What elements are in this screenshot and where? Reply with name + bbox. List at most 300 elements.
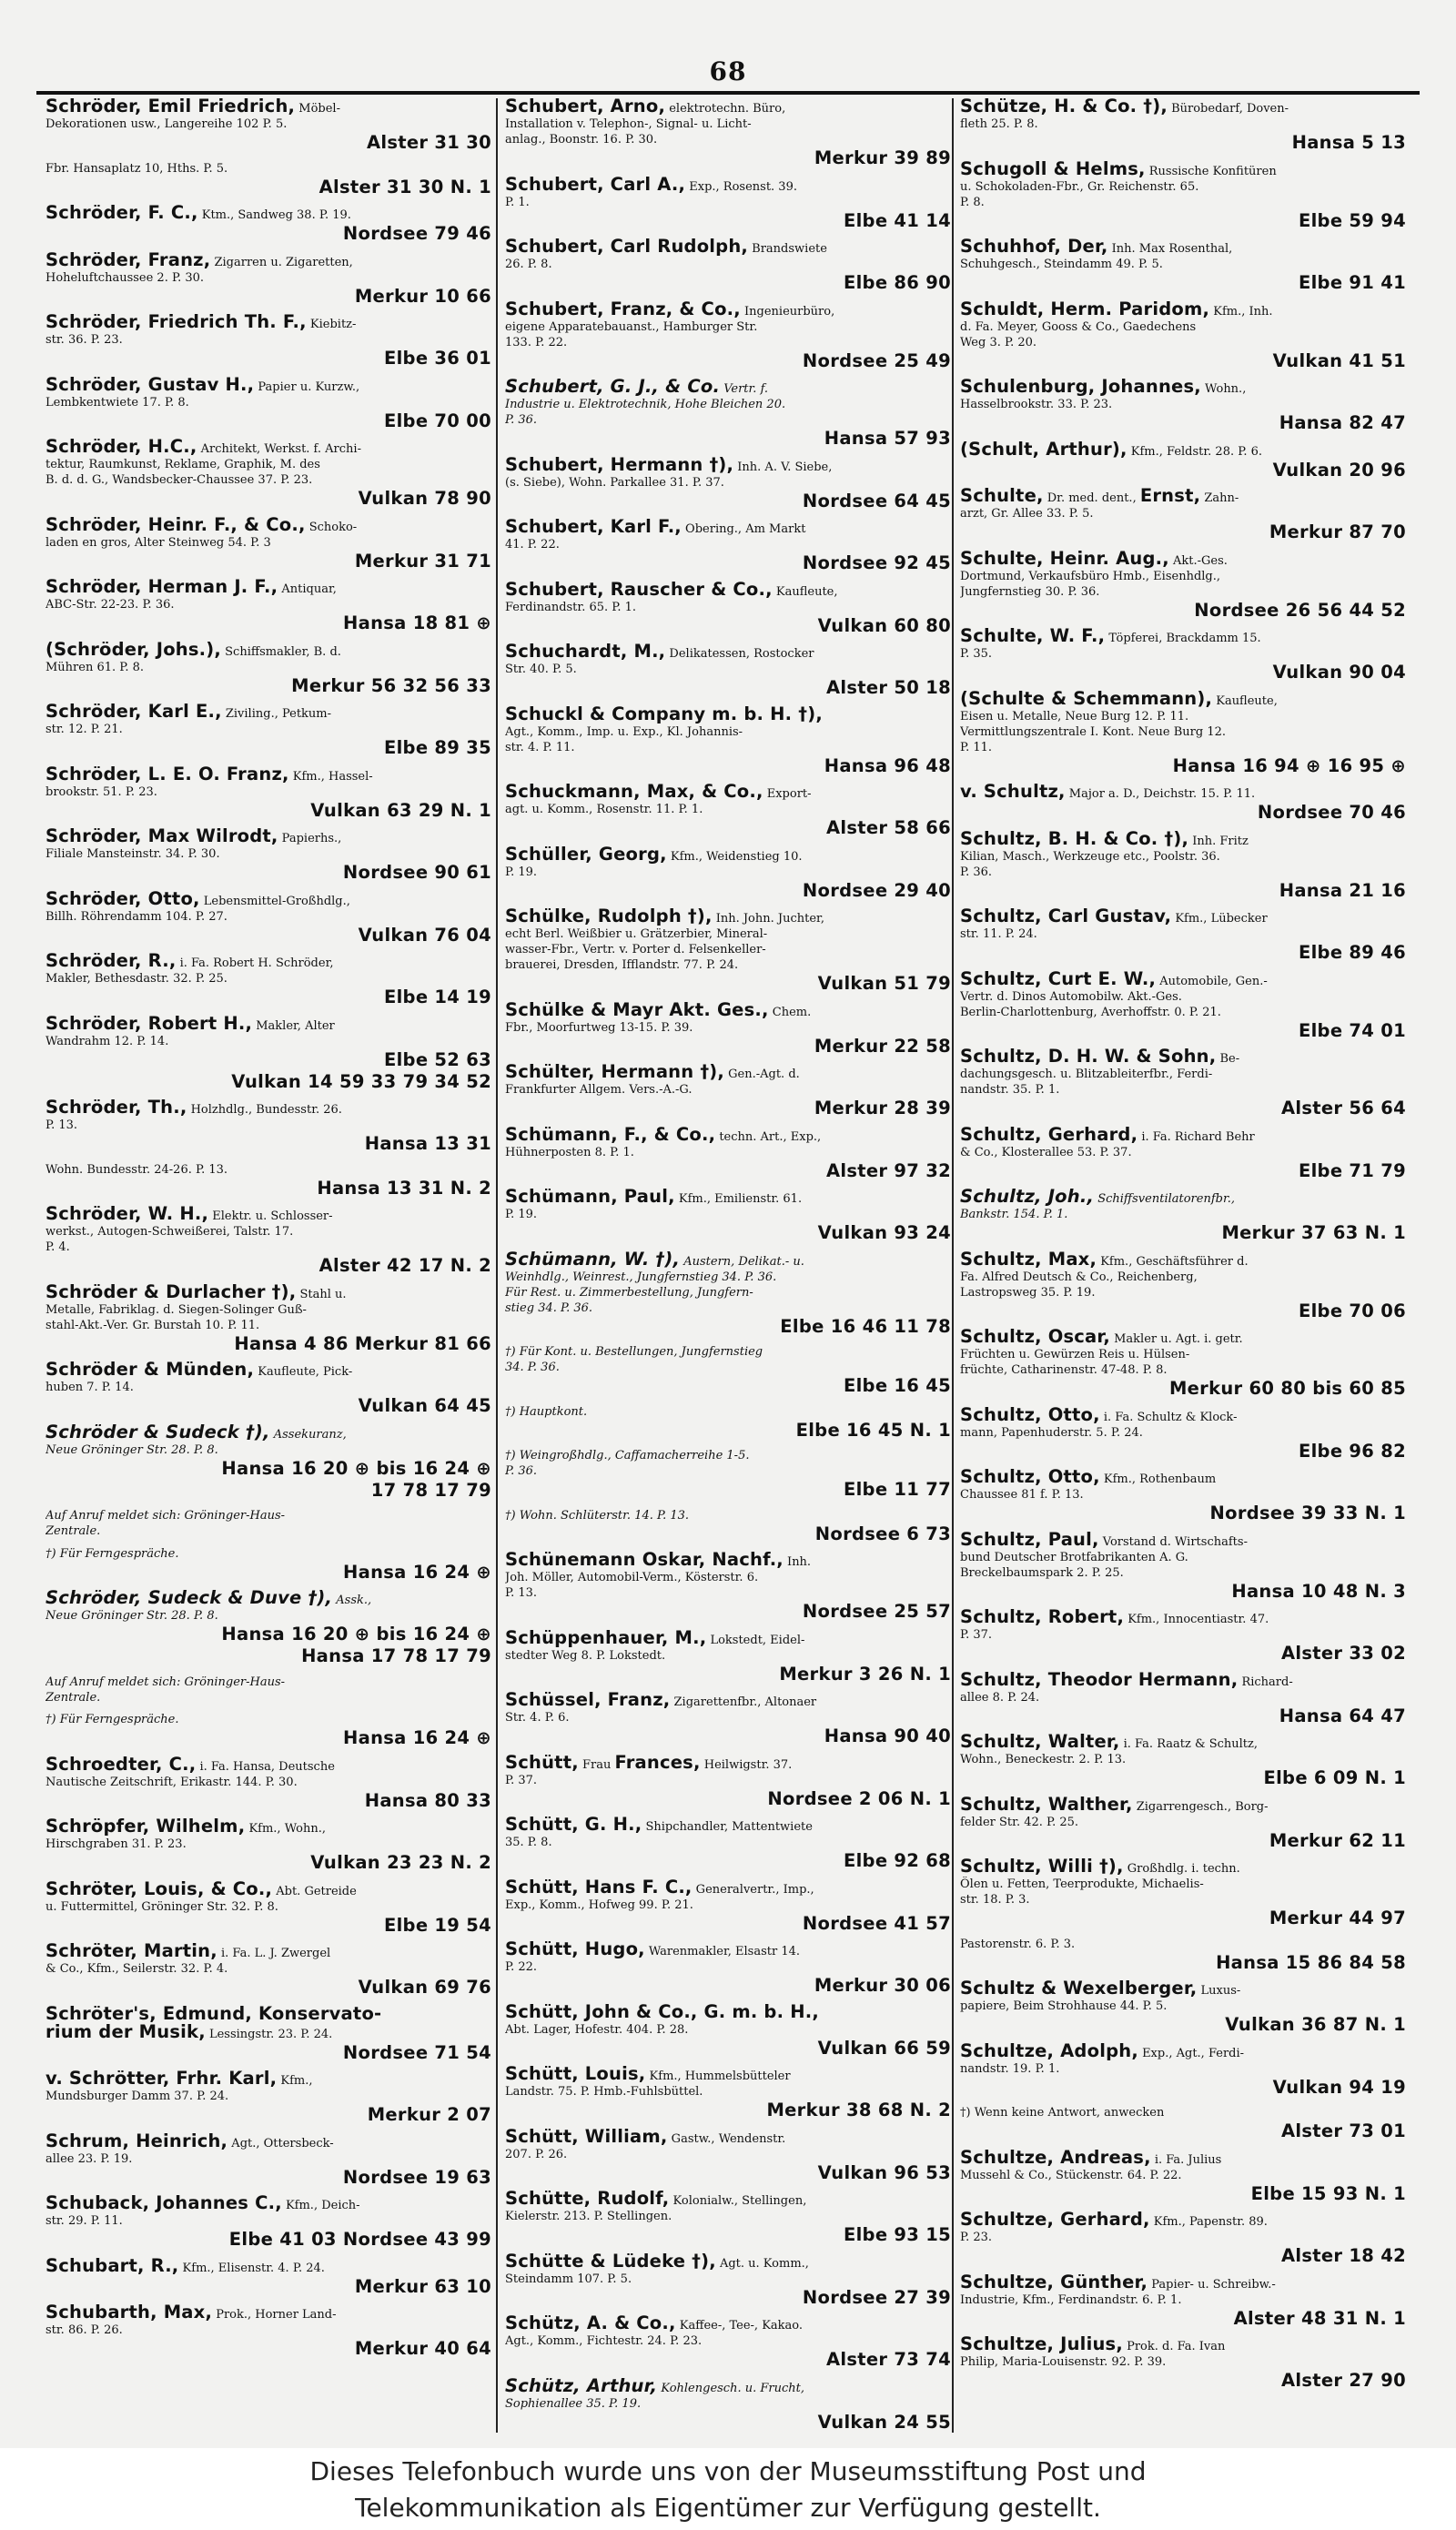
entry-description: Dr. med. dent., Ernst, Zahn- xyxy=(1043,488,1239,506)
listing-entry xyxy=(960,628,1406,683)
entry-detail-line: Dekorationen usw., Langereihe 102 P. 5. xyxy=(46,117,288,131)
entry-detail-line: †) Für Ferngespräche. xyxy=(46,1546,179,1561)
entry-detail-line: Frankfurter Allgem. Vers.-A.-G. xyxy=(505,1083,693,1097)
entry-detail-line: Schuhgesch., Steindamm 49. P. 5. xyxy=(960,258,1163,271)
entry-description: Akt.-Ges. xyxy=(1168,553,1228,568)
listing-entry xyxy=(505,908,951,995)
entry-phone-number: Alster 42 17 N. 2 xyxy=(318,1255,491,1276)
entry-phone-number: Nordsee 29 40 xyxy=(802,879,951,901)
entry-first-line xyxy=(960,1609,1406,1627)
entry-detail-line: Ölen u. Fetten, Teerprodukte, Michaelis- xyxy=(960,1877,1204,1891)
entry-first-line xyxy=(46,1590,491,1608)
column-divider xyxy=(496,98,498,2433)
entry-first-line xyxy=(505,1941,951,1959)
entry-detail-line: früchte, Catharinenstr. 47-48. P. 8. xyxy=(960,1363,1168,1377)
listing-entry xyxy=(505,1064,951,1119)
entry-name: Schröder, Th., xyxy=(46,1099,187,1118)
entry-description: Möbel- xyxy=(295,102,340,116)
entry-description: Kfm., Elisenstr. 4. P. 24. xyxy=(178,2261,325,2275)
entry-phone-number: Merkur 56 32 56 33 xyxy=(291,674,491,696)
entry-name: Schubert, Karl F., xyxy=(505,519,682,537)
listing-entry xyxy=(505,1879,951,1935)
entry-phone-number: Hansa 16 20 ⊕ bis 16 24 ⊕ xyxy=(221,1624,491,1644)
entry-phone-number: Vulkan 60 80 xyxy=(817,614,951,636)
listing-entry xyxy=(960,691,1406,777)
entry-detail-line: Jungfernstieg 30. P. 36. xyxy=(960,584,1100,599)
entry-name: Schröder, F. C., xyxy=(46,205,198,223)
entry-phone-number: Alster 56 64 xyxy=(1281,1098,1406,1118)
entry-phone-number: Hansa 17 78 17 79 xyxy=(301,1645,491,1666)
entry-detail-line: Str. 4. P. 6. xyxy=(505,1711,570,1725)
entry-description: Ingenieurbüro, xyxy=(740,304,835,319)
entry-first-line xyxy=(960,1251,1406,1270)
listing-entry xyxy=(505,643,951,699)
entry-name: Schultz, Theodor Hermann, xyxy=(960,1671,1239,1690)
entry-description: Kfm., Innocentiastr. 47. xyxy=(1124,1613,1269,1626)
entry-phone-number: Vulkan 94 19 xyxy=(1272,2076,1406,2098)
entry-name: Schultze, Julius, xyxy=(960,2336,1123,2354)
entry-first-line xyxy=(960,1672,1406,1690)
listing-entry xyxy=(46,2070,491,2126)
entry-description: Kfm., Wohn., xyxy=(245,1822,327,1836)
column-1 xyxy=(46,98,491,2433)
listing-entry xyxy=(505,1251,951,1338)
entry-name: Schubert, G. J., & Co. xyxy=(505,379,721,397)
entry-name: Schütt, Hugo, xyxy=(505,1941,645,1959)
entry-detail-line: Mundsburger Damm 37. P. 24. xyxy=(46,2090,229,2103)
entry-description: Papier u. Kurzw., xyxy=(254,380,360,394)
entry-detail-line: Chaussee 81 f. P. 13. xyxy=(960,1488,1084,1502)
entry-phone-number: Vulkan 76 04 xyxy=(358,924,491,946)
entry-first-line xyxy=(960,161,1406,179)
entry-detail-line: Philip, Maria-Louisenstr. 92. P. 39. xyxy=(960,2355,1167,2369)
entry-description: Exp., Rosenst. 39. xyxy=(685,179,797,194)
listing-columns xyxy=(36,98,1420,2437)
entry-detail-line: P. 4. xyxy=(46,1240,70,1254)
entry-detail-line: stieg 34. P. 36. xyxy=(505,1300,593,1315)
listing-entry xyxy=(960,1407,1406,1462)
entry-phone-number: Elbe 19 54 xyxy=(383,1914,491,1936)
entry-first-line xyxy=(960,301,1406,319)
entry-phone-number: Vulkan 69 76 xyxy=(358,1977,491,1998)
entry-phone-number: Elbe 41 14 xyxy=(843,209,951,231)
entry-phone-number: Vulkan 36 87 N. 1 xyxy=(1225,2014,1406,2035)
entry-first-line xyxy=(505,519,951,537)
entry-detail-line: Str. 40. P. 5. xyxy=(505,663,577,676)
entry-detail-line: Exp., Komm., Hofweg 99. P. 21. xyxy=(505,1898,693,1912)
entry-description: Ktm., Sandweg 38. P. 19. xyxy=(197,208,351,222)
entry-name: Schütt, Hans F. C., xyxy=(505,1878,693,1898)
entry-first-line xyxy=(505,379,951,397)
entry-detail-line: †) Wohn. Schlüterstr. 14. P. 13. xyxy=(505,1508,690,1523)
entry-phone-number: Merkur 40 64 xyxy=(354,2338,491,2359)
entry-detail-line: nandstr. 19. P. 1. xyxy=(960,2061,1060,2076)
entry-first-line xyxy=(960,1189,1406,1207)
entry-first-line xyxy=(46,1943,491,1961)
entry-first-line xyxy=(505,2191,951,2209)
entry-detail-line: P. 35. xyxy=(960,647,993,661)
entry-detail-line: Wohn., Beneckestr. 2. P. 13. xyxy=(960,1753,1127,1766)
entry-name: Schütze, H. & Co. †), xyxy=(960,98,1168,116)
entry-name: Schröder, Gustav H., xyxy=(46,376,255,395)
entry-description: Lebensmittel-Großhdlg., xyxy=(199,894,350,908)
entry-name: Schüppenhauer, M., xyxy=(505,1629,707,1648)
entry-description: Antiquar, xyxy=(278,582,337,596)
entry-description: Makler, Alter xyxy=(252,1018,335,1033)
entry-first-line xyxy=(46,642,491,660)
listing-entry xyxy=(46,2258,491,2298)
entry-detail-line: Landstr. 75. P. Hmb.-Fuhlsbüttel. xyxy=(505,2085,703,2099)
entry-name: Schröder, Robert H., xyxy=(46,1015,253,1034)
entry-description: Kaufleute, Pick- xyxy=(254,1365,353,1379)
entry-first-line xyxy=(46,2304,491,2323)
entry-name: Schröder, Otto, xyxy=(46,890,200,909)
entry-phone-number: Hansa 16 94 ⊕ 16 95 ⊕ xyxy=(1172,754,1406,776)
listing-entry xyxy=(46,828,491,884)
entry-first-line xyxy=(960,2211,1406,2230)
entry-phone-number: Alster 97 32 xyxy=(826,1159,951,1181)
entry-detail-line: eigene Apparatebauanst., Hamburger Str. xyxy=(505,319,758,334)
entry-first-line xyxy=(505,1552,951,1570)
entry-phone-number: Elbe 96 82 xyxy=(1298,1440,1406,1462)
entry-first-line xyxy=(505,301,951,319)
entry-first-line xyxy=(46,953,491,971)
entry-description: Luxus- xyxy=(1197,1984,1241,1998)
entry-detail-line: 26. P. 8. xyxy=(505,258,552,271)
listing-entry xyxy=(46,1016,491,1093)
entry-description: Kfm., Geschäftsführer d. xyxy=(1097,1254,1249,1269)
entry-phone-number: Alster 73 74 xyxy=(826,2349,951,2370)
entry-detail-line: Hühnerposten 8. P. 1. xyxy=(505,1145,634,1159)
entry-detail-line: †) Für Ferngespräche. xyxy=(46,1713,179,1726)
entry-phone-number: Nordsee 26 56 44 52 xyxy=(1194,599,1406,621)
entry-name: Schultz, Willi †), xyxy=(960,1858,1124,1877)
entry-phone-number: Merkur 60 80 bis 60 85 xyxy=(1168,1378,1406,1399)
entry-name: Schultz, Walter, xyxy=(960,1734,1120,1752)
listing-entry xyxy=(960,1609,1406,1665)
entry-phone-number: Elbe 91 41 xyxy=(1298,272,1406,293)
entry-phone-number: Vulkan 24 55 xyxy=(817,2411,951,2433)
entry-detail-line: stedter Weg 8. P. Lokstedt. xyxy=(505,1648,666,1663)
entry-name: Schröder, Sudeck & Duve †), xyxy=(46,1590,333,1608)
listing-entry xyxy=(505,1692,951,1747)
listing-entry xyxy=(46,2304,491,2360)
listing-entry xyxy=(46,1099,491,1155)
entry-phone-number: Merkur 37 63 N. 1 xyxy=(1221,1222,1406,1243)
listing-entry xyxy=(505,706,951,777)
entry-phone-number: Hansa 82 47 xyxy=(1279,412,1406,433)
entry-first-line xyxy=(960,2336,1406,2354)
entry-first-line xyxy=(960,1127,1406,1145)
listing-entry xyxy=(505,1755,951,1810)
column-2 xyxy=(505,98,951,2433)
entry-first-line xyxy=(960,628,1406,646)
entry-detail-line: Wohn. Bundesstr. 24-26. P. 13. xyxy=(46,1162,228,1177)
entry-name: Schultz, Joh., xyxy=(960,1189,1095,1207)
entry-detail-line: Zentrale. xyxy=(46,1524,101,1538)
entry-name: Schubert, Carl A., xyxy=(505,176,686,195)
entry-first-line xyxy=(960,831,1406,849)
entry-name: Schütt, xyxy=(505,1754,579,1773)
entry-description: Kfm., Feldstr. 28. P. 6. xyxy=(1127,444,1263,459)
entry-name: Schröder & Münden, xyxy=(46,1361,255,1380)
entry-detail-line: P. 37. xyxy=(505,1773,538,1787)
entry-name: Schümann, W. †), xyxy=(505,1250,681,1270)
entry-first-line xyxy=(960,971,1406,989)
entry-description: Schiffsmakler, B. d. xyxy=(221,644,341,659)
footer-notice xyxy=(0,2448,1456,2530)
entry-description: Holzhdlg., Bundesstr. 26. xyxy=(187,1103,342,1117)
entry-phone-number: Vulkan 90 04 xyxy=(1272,662,1406,683)
entry-description: Kfm., Lübecker xyxy=(1171,912,1268,926)
entry-phone-number: Hansa 16 20 ⊕ bis 16 24 ⊕ xyxy=(221,1457,491,1479)
entry-detail-line: P. 19. xyxy=(505,1208,538,1221)
entry-description: Chem. xyxy=(768,1005,812,1019)
entry-first-line xyxy=(46,517,491,535)
entry-description: Kfm., Inh. xyxy=(1209,304,1273,319)
entry-detail-line: P. 19. xyxy=(505,865,538,879)
listing-entry xyxy=(46,1206,491,1277)
entry-name: Schröter, Martin, xyxy=(46,1943,217,1961)
entry-detail-line: Hasselbrookstr. 33. P. 23. xyxy=(960,398,1113,411)
listing-entry xyxy=(960,1672,1406,1727)
entry-detail-line: & Co., Kfm., Seilerstr. 32. P. 4. xyxy=(46,1962,228,1976)
entry-phone-number: Hansa 16 24 ⊕ xyxy=(342,1727,491,1748)
entry-phone-number: Merkur 39 89 xyxy=(814,147,951,168)
entry-detail-line: Breckelbaumspark 2. P. 25. xyxy=(960,1565,1124,1580)
listing-entry xyxy=(505,2191,951,2246)
entry-detail-line: tektur, Raumkunst, Reklame, Graphik, M. des xyxy=(46,458,320,471)
entry-name: Schütt, Louis, xyxy=(505,2066,646,2084)
listing-entry xyxy=(505,519,951,574)
listing-entry xyxy=(46,1675,491,1705)
column-divider xyxy=(952,98,954,2433)
entry-detail-line: str. 11. P. 24. xyxy=(960,927,1037,941)
entry-phone-number: Nordsee 41 57 xyxy=(802,1912,951,1934)
entry-description: Kaufleute, xyxy=(772,584,838,599)
entry-detail-line: d. Fa. Meyer, Gooss & Co., Gaedechens xyxy=(960,319,1197,334)
entry-detail-line: Pastorenstr. 6. P. 3. xyxy=(960,1937,1076,1951)
entry-first-line xyxy=(960,551,1406,569)
entry-first-line xyxy=(505,1755,951,1773)
entry-first-line xyxy=(505,1630,951,1648)
entry-description: elektrotechn. Büro, xyxy=(665,102,786,116)
entry-detail-line: & Co., Klosterallee 53. P. 37. xyxy=(960,1145,1132,1159)
entry-description: Warenmakler, Elsastr 14. xyxy=(644,1945,801,1958)
entry-phone-number: Elbe 6 09 N. 1 xyxy=(1263,1767,1406,1788)
entry-name: Schütz, A. & Co., xyxy=(505,2315,676,2333)
entry-phone-number: Merkur 22 58 xyxy=(814,1035,951,1057)
listing-entry xyxy=(960,488,1406,543)
entry-phone-number: Vulkan 64 45 xyxy=(358,1395,491,1416)
entry-detail-line: P. 11. xyxy=(960,740,993,754)
entry-name: Schuckl & Company m. b. H. †), xyxy=(505,705,823,724)
entry-name: Schütt, William, xyxy=(505,2128,668,2147)
entry-first-line xyxy=(46,1099,491,1118)
footer-line-2: Telekommunikation als Eigentümer zur Verfügung gestellt. xyxy=(355,2493,1101,2523)
entry-name: Schultz, Carl Gustav, xyxy=(960,908,1172,926)
entry-name: Schütte, Rudolf, xyxy=(505,2191,670,2209)
entry-description: Ziviling., Petkum- xyxy=(221,707,332,721)
entry-detail-line: Fbr. Hansaplatz 10, Hths. P. 5. xyxy=(46,161,228,176)
entry-description: Kfm., Emilienstr. 61. xyxy=(674,1192,803,1206)
entry-phone-number: Hansa 13 31 N. 2 xyxy=(317,1177,491,1199)
entry-phone-number: Elbe 52 63 xyxy=(383,1048,491,1070)
entry-phone-number: Merkur 30 06 xyxy=(814,1975,951,1996)
entry-detail-line: u. Futtermittel, Gröninger Str. 32. P. 8. xyxy=(46,1899,278,1914)
listing-entry xyxy=(505,1552,951,1623)
listing-entry xyxy=(46,98,491,154)
entry-first-line xyxy=(960,1329,1406,1347)
entry-detail-line: †) Hauptkont. xyxy=(505,1404,588,1419)
entry-phone-number: Vulkan 93 24 xyxy=(817,1222,951,1243)
listing-entry xyxy=(505,1817,951,1872)
entry-detail-line: huben 7. P. 14. xyxy=(46,1381,134,1394)
entry-description: Kfm., Weidenstieg 10. xyxy=(666,849,803,864)
entry-detail-line: Vertr. d. Dinos Automobilw. Akt.-Ges. xyxy=(960,989,1182,1004)
entry-detail-line: bund Deutscher Brotfabrikanten A. G. xyxy=(960,1550,1188,1564)
listing-entry xyxy=(960,1251,1406,1322)
listing-entry xyxy=(505,2066,951,2121)
entry-phone-number: 17 78 17 79 xyxy=(370,1479,491,1501)
listing-entry xyxy=(960,831,1406,902)
listing-entry xyxy=(960,551,1406,622)
entry-description: Architekt, Werkst. f. Archi- xyxy=(197,442,361,456)
entry-detail-line: Installation v. Telephon-, Signal- u. Licht- xyxy=(505,117,752,131)
entry-detail-line: Agt., Komm., Imp. u. Exp., Kl. Johannis- xyxy=(505,724,743,739)
entry-first-line xyxy=(46,205,491,223)
entry-phone-number: Nordsee 70 46 xyxy=(1257,802,1406,823)
entry-name: Schultze, Gerhard, xyxy=(960,2211,1150,2230)
entry-first-line xyxy=(505,1127,951,1145)
entry-detail-line: brauerei, Dresden, Ifflandstr. 77. P. 24. xyxy=(505,958,739,972)
entry-detail-line: P. 8. xyxy=(960,195,985,209)
entry-first-line xyxy=(505,1002,951,1020)
entry-phone-number: Alster 73 01 xyxy=(1281,2120,1406,2141)
entry-phone-number: Vulkan 20 96 xyxy=(1272,459,1406,481)
entry-detail-line: Kilian, Masch., Werkzeuge etc., Poolstr. 36. xyxy=(960,849,1220,864)
entry-phone-number: Elbe 36 01 xyxy=(383,348,491,369)
listing-entry xyxy=(505,2378,951,2434)
listing-entry xyxy=(46,205,491,245)
entry-first-line xyxy=(960,441,1406,460)
entry-first-line xyxy=(505,1692,951,1710)
entry-name: Schultz, Otto, xyxy=(960,1406,1100,1425)
listing-entry xyxy=(960,301,1406,372)
listing-entry xyxy=(960,238,1406,294)
entry-name: Schülke & Mayr Akt. Ges., xyxy=(505,1001,769,1020)
entry-detail-line: Lembkentwiete 17. P. 8. xyxy=(46,395,189,410)
listing-entry xyxy=(505,1344,951,1397)
entry-detail-line: Agt., Komm., Fichtestr. 24. P. 23. xyxy=(505,2334,703,2348)
entry-description: Kfm., Hummelsbütteler xyxy=(645,2070,791,2083)
listing-entry xyxy=(46,1508,491,1539)
listing-entry xyxy=(505,2253,951,2309)
listing-entry xyxy=(960,1858,1406,1929)
entry-phone-number: Vulkan 23 23 N. 2 xyxy=(310,1852,491,1873)
entry-description: Bürobedarf, Doven- xyxy=(1167,102,1289,116)
entry-name: (Schröder, Johs.), xyxy=(46,641,222,660)
entry-phone-number: Elbe 14 19 xyxy=(383,987,491,1007)
entry-description: Schiffsventilatorenfbr., xyxy=(1094,1192,1236,1206)
entry-description: Obering., Am Markt xyxy=(681,522,806,536)
entry-description: i. Fa. L. J. Zwergel xyxy=(217,1947,331,1960)
listing-entry xyxy=(960,98,1406,154)
entry-first-line xyxy=(46,252,491,270)
entry-name: Schröpfer, Wilhelm, xyxy=(46,1818,246,1837)
entry-detail-line: werkst., Autogen-Schweißerei, Talstr. 17. xyxy=(46,1225,294,1239)
listing-entry xyxy=(46,377,491,432)
entry-detail-line: P. 36. xyxy=(505,1464,538,1478)
entry-first-line xyxy=(46,314,491,332)
entry-detail-line: Nautische Zeitschrift, Erikastr. 144. P. 30. xyxy=(46,1775,298,1789)
entry-detail-line: P. 1. xyxy=(505,195,530,209)
entry-first-line xyxy=(960,2274,1406,2292)
entry-detail-line: Vermittlungszentrale I. Kont. Neue Burg 12. xyxy=(960,724,1227,739)
entry-phone-number: Alster 33 02 xyxy=(1281,1643,1406,1664)
entry-description: Brandswiete xyxy=(748,242,827,256)
entry-description: Lokstedt, Eidel- xyxy=(706,1633,805,1647)
listing-entry xyxy=(46,891,491,946)
listing-entry xyxy=(505,457,951,512)
entry-first-line xyxy=(505,1064,951,1082)
entry-phone-number: Elbe 89 46 xyxy=(1298,942,1406,963)
entry-first-line xyxy=(46,2006,491,2024)
entry-phone-number: Vulkan 63 29 N. 1 xyxy=(310,799,491,821)
entry-name: Schröder, Friedrich Th. F., xyxy=(46,314,307,332)
entry-description: Assk., xyxy=(332,1594,372,1607)
entry-description: Inh. A. V. Siebe, xyxy=(733,460,833,474)
listing-entry xyxy=(46,1881,491,1937)
entry-detail-line: Industrie u. Elektrotechnik, Hohe Bleichen 20. xyxy=(505,398,786,411)
entry-detail-line: anlag., Boonstr. 16. P. 30. xyxy=(505,133,658,147)
entry-detail-line: Weg 3. P. 20. xyxy=(960,335,1037,349)
listing-entry xyxy=(46,1284,491,1355)
entry-description: Prok. d. Fa. Ivan xyxy=(1122,2340,1226,2353)
entry-detail-line: str. 86. P. 26. xyxy=(46,2323,123,2337)
entry-description: Papierhs., xyxy=(278,832,342,845)
entry-detail-line: str. 4. P. 11. xyxy=(505,740,575,754)
listing-entry xyxy=(960,2211,1406,2267)
entry-phone-number: Nordsee 39 33 N. 1 xyxy=(1209,1503,1406,1523)
entry-name: (Schulte & Schemmann), xyxy=(960,690,1213,709)
entry-phone-number: Vulkan 14 59 33 79 34 52 xyxy=(231,1070,491,1092)
entry-first-line xyxy=(505,2066,951,2084)
entry-description: i. Fa. Hansa, Deutsche xyxy=(196,1759,335,1774)
entry-first-line xyxy=(505,1251,951,1270)
entry-description: Frau Frances, Heilwigstr. 37. xyxy=(578,1754,793,1773)
entry-detail-line: echt Berl. Weißbier u. Grätzerbier, Mineral- xyxy=(505,927,768,941)
entry-description: Großhdlg. i. techn. xyxy=(1123,1862,1240,1876)
entry-first-line xyxy=(46,828,491,846)
entry-detail-line: mann, Papenhuderstr. 5. P. 24. xyxy=(960,1425,1143,1440)
entry-detail-line: Mussehl & Co., Stückenstr. 64. P. 22. xyxy=(960,2168,1182,2182)
listing-entry xyxy=(46,1162,491,1199)
entry-description: Zigarettenfbr., Altonaer xyxy=(670,1695,817,1709)
entry-name: Schröder, W. H., xyxy=(46,1206,209,1224)
listing-entry xyxy=(505,1941,951,1997)
entry-detail-line: Fa. Alfred Deutsch & Co., Reichenberg, xyxy=(960,1270,1198,1284)
entry-first-line xyxy=(505,98,951,116)
entry-detail-line: Fbr., Moorfurtweg 13-15. P. 39. xyxy=(505,1020,693,1035)
entry-name: Schulenburg, Johannes, xyxy=(960,379,1201,397)
entry-detail-line: 41. P. 22. xyxy=(505,538,560,552)
entry-first-line xyxy=(505,238,951,257)
entry-first-line xyxy=(505,2378,951,2396)
listing-entry xyxy=(960,1329,1406,1400)
entry-description: Kfm., xyxy=(277,2074,313,2088)
entry-name: Schultz, Max, xyxy=(960,1250,1097,1270)
